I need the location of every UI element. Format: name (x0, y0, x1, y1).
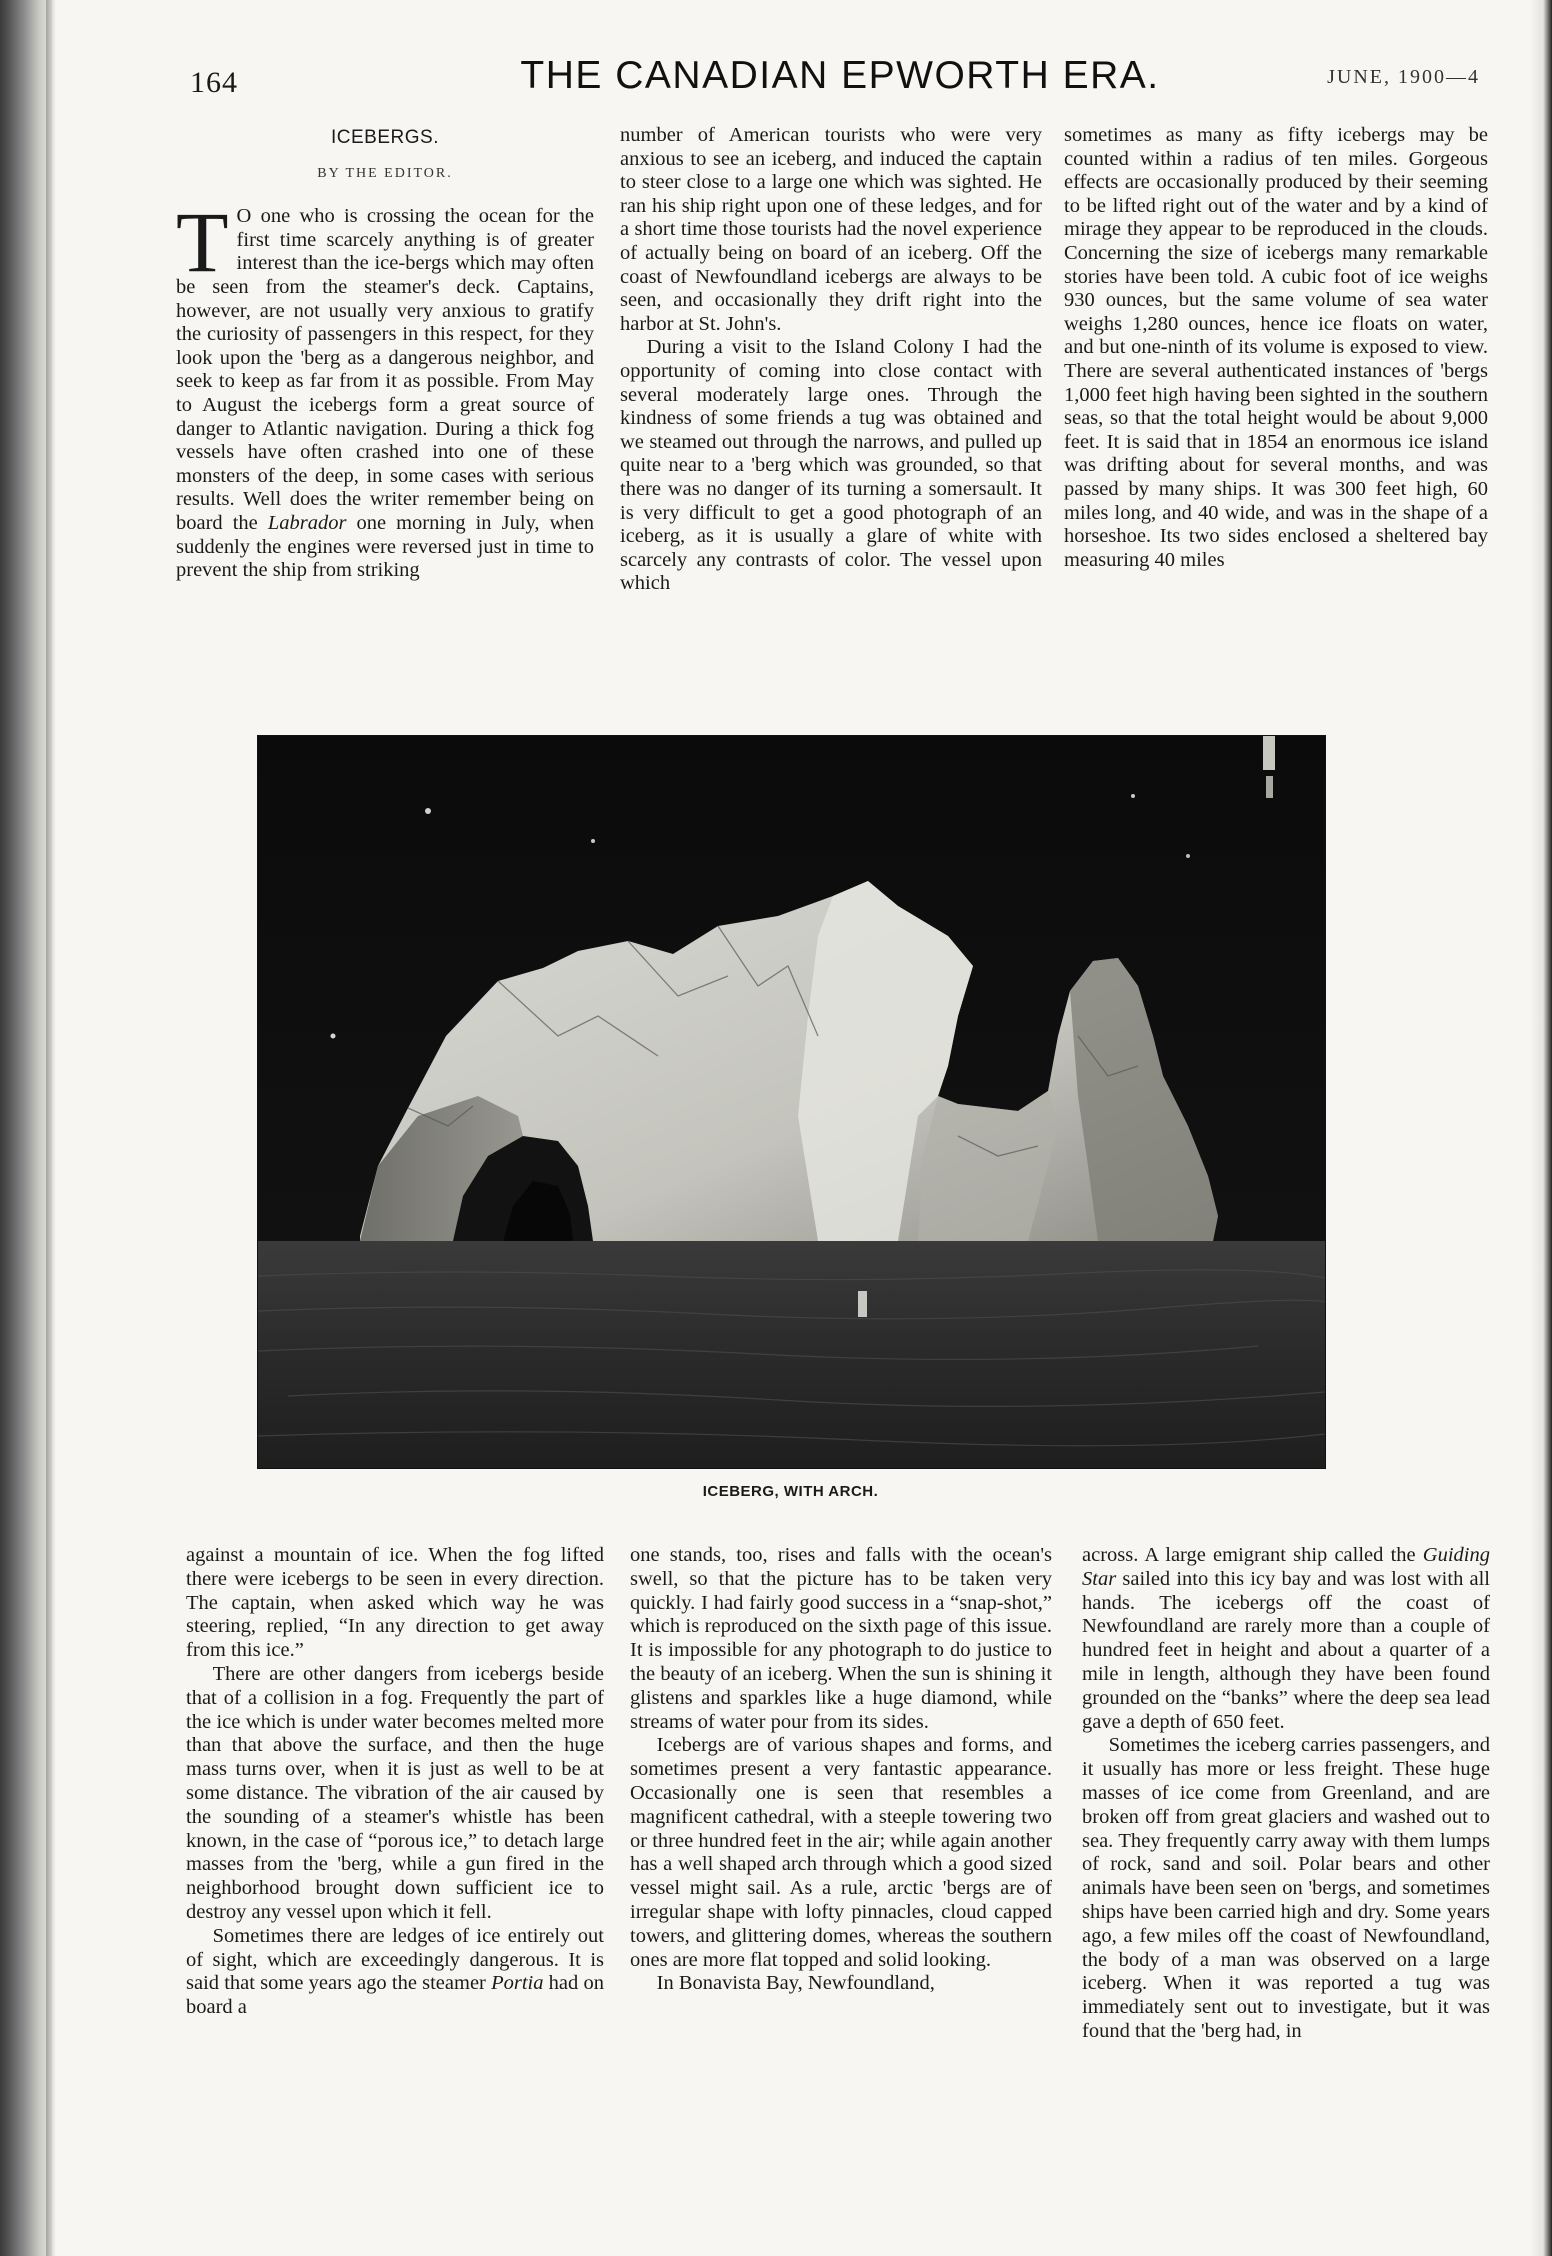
article-column-1-bottom (186, 1544, 604, 2020)
masthead-title: THE CANADIAN EPWORTH ERA. (520, 54, 1160, 97)
page-header (180, 52, 1500, 112)
drop-cap: T (176, 194, 229, 291)
article-column-3-bottom (1082, 1544, 1490, 2044)
paragraph: against a mountain of ice. When the fog lifted there were icebergs to be seen in every direction. The captain, when asked which way he was steering, replied, “In any direction to get away from this ice.” (186, 1544, 604, 1662)
paragraph: number of American tourists who were very anxious to see an iceberg, and induced the captain to steer close to a large one which was sighted. He ran his ship right upon one of these ledges, and for a short time those tourists had the novel experience of actually being on board of an iceberg. Off the coast of Newfoundland icebergs are always to be seen, and occasionally they drift right into the harbor at St. John's. (620, 124, 1042, 335)
paragraph: During a visit to the Island Colony I had the opportunity of coming into close contact with several moderately large ones. Through the kindness of some friends a tug was obtained and we steamed out through the narrows, and pulled up quite near to a 'berg which was grounded, so that there was no danger of its turning a somersault. It is very difficult to get a good photograph of an iceberg, as it is usually a glare of white with scarcely any contrasts of color. The vessel upon which (620, 336, 1042, 595)
article-column-3-top (1064, 124, 1488, 572)
article-column-2-bottom (630, 1544, 1052, 1996)
article-column-2-top (620, 124, 1042, 596)
paragraph: Sometimes there are ledges of ice entirely out of sight, which are exceedingly dangerous. It is said that some years ago the steamer Portia had on board a (186, 1924, 604, 2019)
ship-name: Guiding Star (1082, 1544, 1490, 1590)
paragraph: sometimes as many as fifty icebergs may be counted within a radius of ten miles. Gorgeous effects are occasionally produced by their seeming to be lifted right out of the water and by a kind of mirage they appear to be reproduced in the clouds. Concerning the size of icebergs many remarkable stories have been told. A cubic foot of ice weighs 930 ounces, but the same volume of sea water weighs 1,280 ounces, hence ice floats on water, and but one-ninth of its volume is exposed to view. There are several authenticated instances of 'bergs 1,000 feet high having been sighted in the southern seas, so that the total height would be about 9,000 feet. It is said that in 1854 an enormous ice island was drifting about for several months, and was passed by many ships. It was 300 feet high, 60 miles long, and 40 wide, and was in the shape of a horseshoe. Its two sides enclosed a sheltered bay measuring 40 miles (1064, 124, 1488, 571)
figure-caption: ICEBERG, WITH ARCH. (702, 1483, 879, 1500)
paragraph: T O one who is crossing the ocean for the first time scarcely anything is of greater interest than the ice-bergs which may often be seen from the steamer's deck. Captains, however, are not usually very anxious to gratify the curiosity of passengers in this respect, for they look upon the 'berg as a dangerous neighbor, and seek to keep as far from it as possible. From May to August the icebergs form a great source of danger to Atlantic navigation. During a thick fog vessels have often crashed into one of these monsters of the deep, in some cases with serious results. Well does the writer remember being on board the Labrador one morning in July, when suddenly the engines were reversed just in time to prevent the ship from striking (176, 194, 594, 582)
paragraph: There are other dangers from icebergs beside that of a collision in a fog. Frequently the part of the ice which is under water becomes melted more than that above the surface, and then the huge mass turns over, when it is just as well to be at some distance. The vibration of the air caused by the sounding of a steamer's whistle has been known, in the case of “porous ice,” to detach large masses from the 'berg, while a gun fired in the neighborhood brought down sufficient ice to destroy any vessel upon which it fell. (186, 1662, 604, 1923)
paragraph: Sometimes the iceberg carries passengers, and it usually has more or less freight. These huge masses of ice come from Greenland, and are broken off from great glaciers and washed out to sea. They frequently carry away with them lumps of rock, sand and soil. Polar bears and other animals have been seen on 'bergs, and sometimes ships have been carried high and dry. Some years ago, a few miles off the coast of Newfoundland, the body of a man was observed on a large iceberg. When it was reported a tug was immediately sent out to investigate, but it was found that the 'berg had, in (1082, 1734, 1490, 2042)
article-title: ICEBERGS. (331, 127, 439, 148)
paragraph: In Bonavista Bay, Newfoundland, (656, 1972, 935, 1995)
gutter-shadow (46, 0, 56, 2256)
iceberg-image (258, 736, 1325, 1468)
paragraph: Icebergs are of various shapes and forms, and sometimes present a very fantastic appearance. Occasionally one is seen that resembles a magnificent cathedral, with a steeple towering two or three hundred feet in the air; while again another has a well shaped arch through which a good sized vessel might sail. As a rule, arctic 'bergs are of irregular shape with lofty pinnacles, cloud capped towers, and glittering domes, whereas the southern ones are more flat topped and solid looking. (630, 1734, 1052, 1971)
ship-name: Portia (491, 1972, 544, 1995)
article-byline: BY THE EDITOR. (317, 165, 453, 181)
article-column-1-top (176, 124, 594, 583)
page-right-edge (1530, 0, 1552, 2256)
issue-date: JUNE, 1900—4 (1327, 66, 1480, 88)
paragraph: across. A large emigrant ship called the Guiding Star sailed into this icy bay and was lost with all hands. The icebergs off the coast of Newfoundland are rarely more than a couple of hundred feet in height and about a quarter of a mile in length, although they have been found grounded on the “banks” where the deep sea lead gave a depth of 650 feet. (1082, 1544, 1490, 1733)
ship-name: Labrador (267, 511, 347, 534)
iceberg-photograph (257, 735, 1326, 1469)
book-binding-shadow (0, 0, 52, 2256)
paragraph: one stands, too, rises and falls with the ocean's swell, so that the picture has to be taken very quickly. I had fairly good success in a “snap-shot,” which is reproduced on the sixth page of this issue. It is impossible for any photograph to do justice to the beauty of an iceberg. When the sun is shining it glistens and sparkles like a huge diamond, while streams of water pour from its sides. (630, 1544, 1052, 1733)
page-number: 164 (190, 66, 238, 99)
